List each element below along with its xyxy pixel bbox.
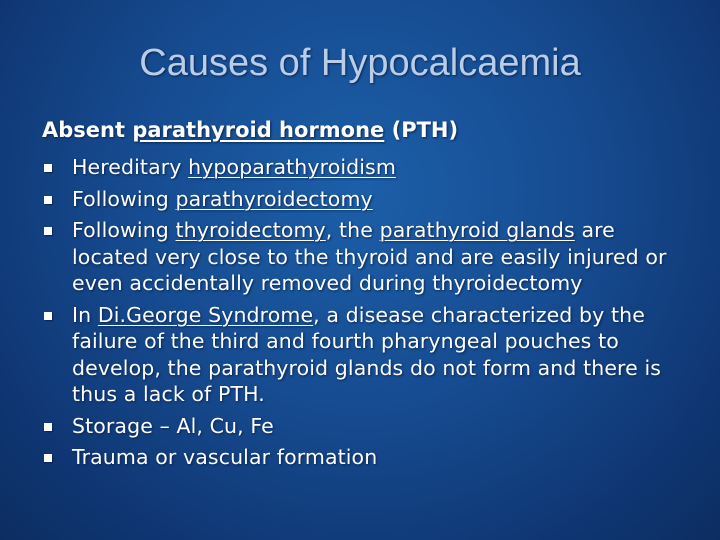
bullet-item — [44, 302, 684, 408]
bullet-text: Hereditary — [72, 155, 189, 179]
bullet-text: Storage – Al, Cu, Fe — [72, 413, 274, 438]
bullet-text: are located very close to the thyroid and are easily injured or even accidentally removed during thyroidectomy — [72, 218, 667, 295]
heading-suffix: (PTH) — [384, 118, 459, 142]
section-heading — [42, 118, 458, 142]
bullet-text: Trauma or vascular formation — [72, 445, 378, 469]
square-bullet-icon — [44, 196, 52, 204]
bullet-text: , a disease characterized by the failure of the third and fourth pharyngeal pouches to develop, the parathyroid glands do not form and there is thus a lack of PTH. — [72, 302, 662, 406]
hyperlink[interactable]: parathyroidectomy — [175, 186, 373, 211]
bullet-text: Following — [72, 186, 176, 211]
square-bullet-icon — [44, 423, 52, 431]
square-bullet-icon — [44, 312, 52, 320]
hyperlink[interactable]: parathyroid glands — [379, 218, 575, 242]
bullet-item — [44, 444, 684, 471]
square-bullet-icon — [44, 454, 52, 462]
bullet-item — [44, 186, 684, 213]
heading-link-parathyroid-hormone[interactable]: parathyroid hormone — [132, 118, 385, 142]
bullet-text: , the — [325, 218, 380, 242]
bullet-list — [44, 154, 684, 476]
bullet-item — [44, 154, 684, 181]
bullet-item — [44, 413, 684, 440]
hyperlink[interactable]: hypoparathyroidism — [188, 155, 396, 179]
bullet-item — [44, 217, 684, 297]
square-bullet-icon — [44, 227, 52, 235]
hyperlink[interactable]: Di.George Syndrome — [97, 302, 314, 327]
square-bullet-icon — [44, 164, 52, 172]
slide-title: Causes of Hypocalcaemia — [139, 42, 581, 84]
hyperlink[interactable]: thyroidectomy — [175, 218, 326, 242]
bullet-text: In — [72, 302, 98, 327]
bullet-text: Following — [72, 218, 176, 242]
heading-prefix: Absent — [42, 118, 133, 142]
